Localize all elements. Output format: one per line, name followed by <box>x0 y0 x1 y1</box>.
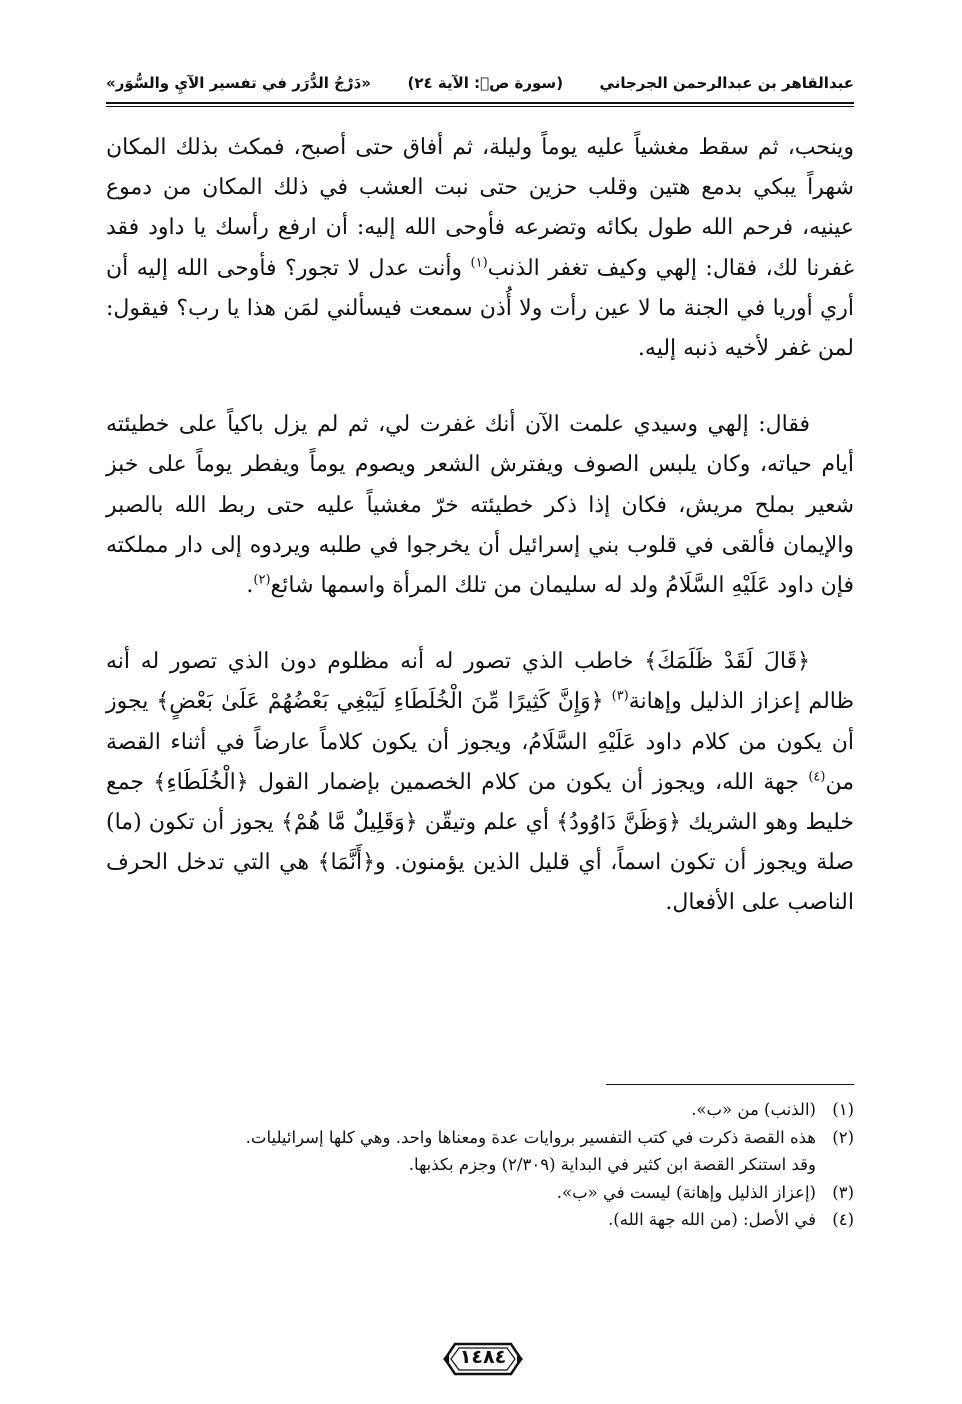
paragraph-1-rest: وأنت عدل لا تجور؟ فأوحى الله إليه أن أري أوريا في الجنة ما لا عين رأت ولا أُذن سمعت فيسألني لمَن هذا يا رب؟ فيقول: لمن غفر لأخيه ذنبه إليه. <box>106 255 854 362</box>
footnote-ref-1[interactable]: (١) <box>470 255 488 271</box>
footnote-text: هذه القصة ذكرت في كتب التفسير بروايات عدة ومعناها واحد. وهي كلها إسرائيليات. <box>245 1127 816 1147</box>
footnote-2-continuation: وقد استنكر القصة ابن كثير في البداية (٢/٣٠٩) وجزم بكذبها. <box>408 1155 816 1175</box>
paragraph-3-text-c: جهة الله، ويجوز أن يكون من كلام الخصمين بإضمار القول ﴿الْخُلَطَاءِ﴾ جمع خليط وهو الشريك ﴿وَظَنَّ دَاوُودُ﴾ أي علم وتيقّن ﴿وَقَلِيلٌ مَّا هُمْ﴾ يجوز أن تكون (ما) صلة ويجوز أن تكون اسماً، أي قليل الذين يؤمنون. و﴿أَنَّمَا﴾ هي التي تدخل الحرف الناصب على الأفعال. <box>106 769 854 916</box>
footnote-2 <box>106 1124 854 1152</box>
footnote-text: (إعزاز الذليل وإهانة) ليست في «ب». <box>556 1182 816 1202</box>
paragraph-3-text-b: ﴿وَإِنَّ كَثِيرًا مِّنَ الْخُلَطَاءِ لَيَبْغِي بَعْضُهُمْ عَلَىٰ بَعْضٍ﴾ يجوز أن يكون من كلام داود عَلَيْهِ السَّلَامُ، ويجوز أن يكون كلاماً عارضاً في أثناء القصة من <box>106 689 854 795</box>
paragraph-2-text: فقال: إلهي وسيدي علمت الآن أنك غفرت لي، ثم لم يزل باكياً على خطيئته أيام حياته، وكان يلبس الصوف ويفترش الشعر ويصوم يوماً ويفطر يوماً على خبز شعير بملح مريش، فكان إذا ذكر خطيئته خرّ مغشياً عليه حتى ربط الله بالصبر والإيمان فألقى في قلوب بني إسرائيل أن يخرجوا في طلبه ويردوه إلى دار مملكته فإن داود عَلَيْهِ السَّلَامُ ولد له سليمان من تلك المرأة واسمها شائع <box>106 412 855 599</box>
footnote-text: (الذنب) من «ب». <box>691 1100 816 1119</box>
footnote-ref-3[interactable]: (٣) <box>611 689 629 705</box>
footnote-separator <box>606 1084 854 1085</box>
footnote-ref-2[interactable]: (٢) <box>253 572 271 588</box>
footnote-text: في الأصل: (من الله جهة الله). <box>608 1210 816 1230</box>
page-number: ١٤٨٤ <box>459 1346 507 1368</box>
footnote-1 <box>106 1096 854 1124</box>
footnote-number: (٣) <box>832 1182 854 1202</box>
footnote-number: (٤) <box>832 1210 854 1230</box>
paragraph-1 <box>106 128 854 369</box>
footnote-3 <box>106 1179 854 1207</box>
footnote-number: (١) <box>832 1100 854 1119</box>
footnote-number: (٢) <box>832 1127 854 1147</box>
paragraph-2-end: . <box>246 573 254 599</box>
main-text <box>106 128 854 924</box>
footnote-4 <box>106 1206 854 1234</box>
paragraph-2 <box>106 405 854 606</box>
footnotes <box>106 1096 854 1234</box>
paragraph-3-text-a: ﴿قَالَ لَقَدْ ظَلَمَكَ﴾ خاطب الذي تصور له أنه مظلوم دون الذي تصور له أنه ظالم إعزاز الذليل وإهانة <box>106 649 854 715</box>
page-number-ornament <box>441 1340 525 1378</box>
running-header <box>106 68 854 98</box>
paragraph-1-text: وينحب، ثم سقط مغشياً عليه يوماً وليلة، ثم أفاق حتى أصبح، فمكث بذلك المكان شهراً يبكي بدمع هتين وقلب حزين حتى نبت العشب في ذلك المكان من دموع عينيه، فرحم الله طول بكائه وتضرعه فأوحى الله إليه: أن ارفع رأسك يا داود فقد غفرنا لك، فقال: إلهي وكيف تغفر الذنب <box>106 135 855 281</box>
header-rule <box>106 102 854 104</box>
paragraph-3 <box>106 642 854 923</box>
footnote-ref-4[interactable]: (٤) <box>808 769 826 785</box>
header-surah: (سورة صۤ: الآية ٢٤) <box>407 74 564 92</box>
header-book-title: «دَرْجُ الدُّرَر في تفسير الآيِ والسُّوَر» <box>106 74 371 92</box>
header-author: عبدالقاهر بن عبدالرحمن الجرجاني <box>599 74 854 92</box>
header-rule-thin <box>106 106 854 107</box>
